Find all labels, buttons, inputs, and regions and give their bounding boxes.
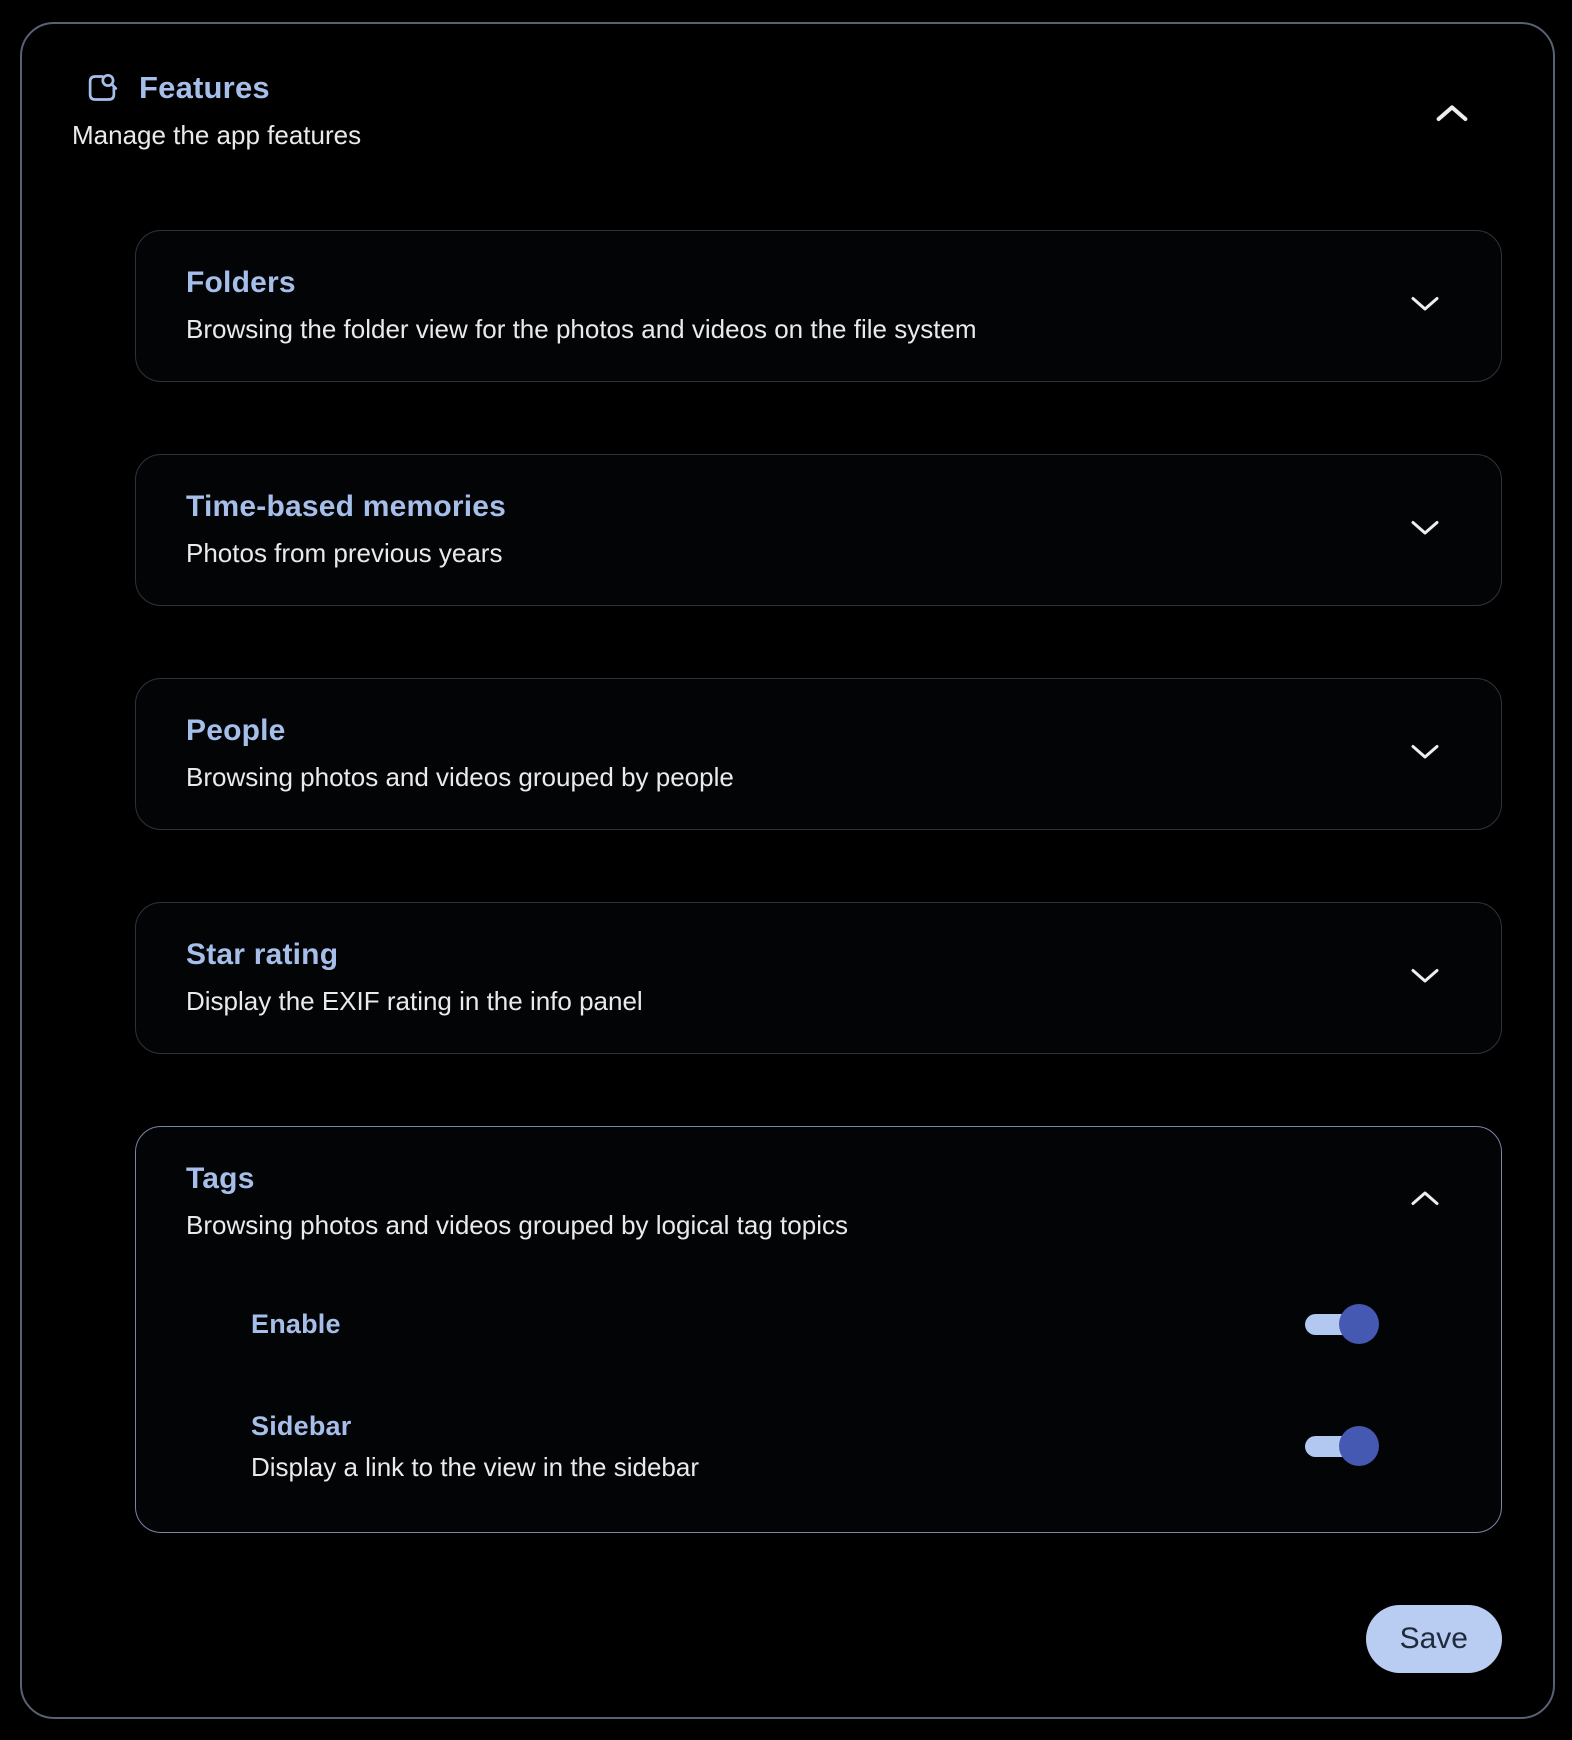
chevron-down-icon xyxy=(1407,289,1443,317)
expand-button[interactable] xyxy=(1407,737,1443,765)
image-search-icon xyxy=(83,69,121,107)
card-star-rating[interactable] xyxy=(135,902,1502,1054)
setting-description: Display a link to the view in the sidebar xyxy=(251,1452,700,1482)
toggle-thumb xyxy=(1339,1426,1379,1466)
expand-button[interactable] xyxy=(1407,961,1443,989)
chevron-down-icon xyxy=(1407,737,1443,765)
panel-header xyxy=(22,24,1553,152)
setting-text xyxy=(251,1306,1305,1342)
card-description: Display the EXIF rating in the info panel xyxy=(186,986,643,1016)
features-settings-panel xyxy=(20,22,1555,1719)
card-title: Folders xyxy=(186,266,296,299)
card-description: Browsing photos and videos grouped by people xyxy=(186,762,734,792)
chevron-down-icon xyxy=(1407,961,1443,989)
setting-row-sidebar xyxy=(186,1408,1381,1484)
card-title: People xyxy=(186,714,286,747)
card-people[interactable] xyxy=(135,678,1502,830)
setting-text xyxy=(251,1408,1305,1484)
enable-toggle[interactable] xyxy=(1305,1304,1379,1344)
feature-cards-list xyxy=(135,230,1502,1533)
chevron-up-icon xyxy=(1407,1185,1443,1213)
card-folders[interactable] xyxy=(135,230,1502,382)
page-title: Features xyxy=(139,70,270,105)
card-title: Star rating xyxy=(186,938,339,971)
panel-title-row xyxy=(83,66,1503,110)
setting-label: Sidebar xyxy=(251,1411,352,1441)
card-description: Photos from previous years xyxy=(186,538,503,568)
setting-label: Enable xyxy=(251,1309,341,1339)
card-title: Time-based memories xyxy=(186,490,507,523)
setting-row-enable xyxy=(186,1304,1381,1344)
card-time-based-memories[interactable] xyxy=(135,454,1502,606)
page-subtitle: Manage the app features xyxy=(72,120,362,150)
sidebar-toggle[interactable] xyxy=(1305,1426,1379,1466)
expand-button[interactable] xyxy=(1407,289,1443,317)
card-description: Browsing the folder view for the photos and videos on the file system xyxy=(186,314,977,344)
toggle-thumb xyxy=(1339,1304,1379,1344)
card-title: Tags xyxy=(186,1162,255,1195)
expand-button[interactable] xyxy=(1407,513,1443,541)
card-tags[interactable] xyxy=(135,1126,1502,1533)
card-description: Browsing photos and videos grouped by logical tag topics xyxy=(186,1210,848,1240)
chevron-up-icon xyxy=(1432,99,1472,129)
panel-collapse-button[interactable] xyxy=(1432,99,1472,129)
save-button[interactable]: Save xyxy=(1366,1605,1502,1673)
collapse-button[interactable] xyxy=(1407,1185,1443,1213)
save-row xyxy=(135,1605,1502,1673)
chevron-down-icon xyxy=(1407,513,1443,541)
